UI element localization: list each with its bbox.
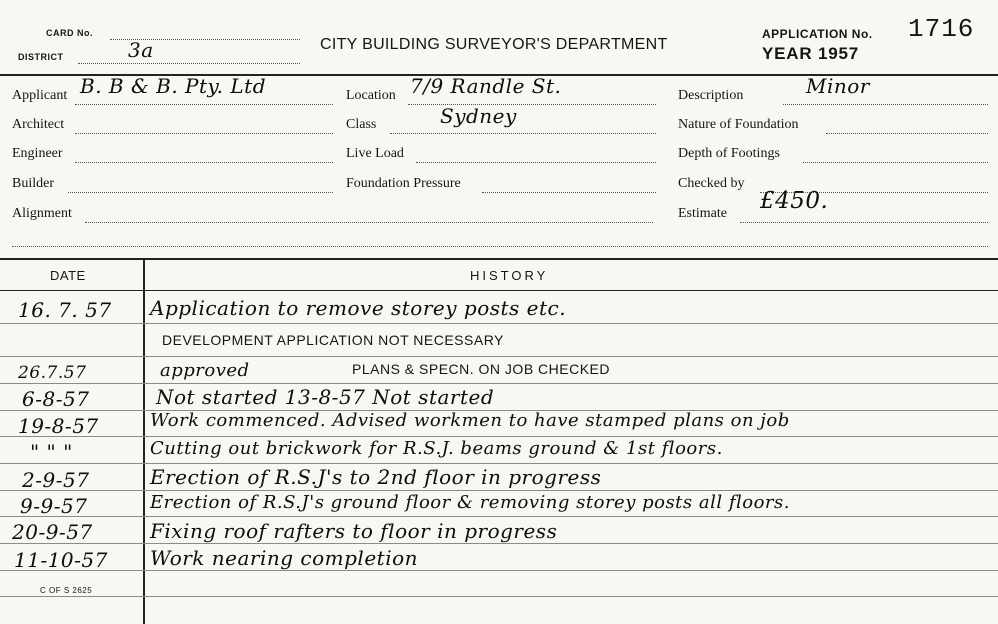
rule-line <box>0 490 998 491</box>
row-entry: Erection of R.S.J's ground floor & removing storey posts all floors. <box>150 492 790 513</box>
row-date: 2-9-57 <box>22 468 90 492</box>
row-entry: Application to remove storey posts etc. <box>150 296 567 320</box>
rule-line <box>0 356 998 357</box>
rule-line <box>0 516 998 517</box>
builder-label: Builder <box>12 176 54 191</box>
architect-line <box>75 133 333 134</box>
live-load-line <box>416 162 656 163</box>
application-no-value: 1716 <box>908 14 975 44</box>
row-entry: Not started 13-8-57 Not started <box>156 385 495 409</box>
depth-of-footings-line <box>803 162 988 163</box>
row-date: 20-9-57 <box>12 520 93 544</box>
depth-of-footings-label: Depth of Footings <box>678 146 780 161</box>
description-line <box>783 104 988 105</box>
rule-line <box>0 323 998 324</box>
class-label: Class <box>346 117 377 132</box>
department-title: CITY BUILDING SURVEYOR'S DEPARTMENT <box>320 36 668 53</box>
row-entry: Work nearing completion <box>150 546 419 570</box>
rule-line <box>0 570 998 571</box>
row-date: 6-8-57 <box>22 387 90 411</box>
row-entry: Fixing roof rafters to floor in progress <box>150 519 558 543</box>
estimate-label: Estimate <box>678 206 727 221</box>
architect-label: Architect <box>12 117 65 132</box>
row-date: 16. 7. 57 <box>18 298 112 322</box>
applicant-label: Applicant <box>12 88 68 103</box>
engineer-label: Engineer <box>12 146 63 161</box>
row-date: 19-8-57 <box>18 414 99 438</box>
rule-line <box>0 436 998 437</box>
history-header: HISTORY <box>470 268 549 283</box>
estimate-value: £450. <box>760 188 829 214</box>
class-line <box>390 133 656 134</box>
location-label: Location <box>346 88 396 103</box>
row-entry: Work commenced. Advised workmen to have stamped plans on job <box>150 410 790 431</box>
rule-line <box>0 383 998 384</box>
class-value: Sydney <box>440 104 517 128</box>
description-value: Minor <box>806 74 870 98</box>
applicant-line <box>75 104 333 105</box>
card-no-label: CARD No. <box>46 28 93 38</box>
plans-checked-stamp: PLANS & SPECN. ON JOB CHECKED <box>352 361 611 377</box>
engineer-line <box>75 162 333 163</box>
foundation-pressure-line <box>482 192 656 193</box>
date-header: DATE <box>50 268 86 283</box>
row-date: " " " <box>30 440 73 464</box>
foundation-pressure-label: Foundation Pressure <box>346 176 461 191</box>
district-label: DISTRICT <box>18 52 64 62</box>
district-value: 3a <box>128 38 154 62</box>
rule-line <box>0 463 998 464</box>
form-code: C OF S 2625 <box>40 586 93 595</box>
application-no-label: APPLICATION No. <box>762 27 873 41</box>
row-entry: approved <box>160 360 250 381</box>
district-line <box>78 63 300 64</box>
location-value: 7/9 Randle St. <box>410 74 562 98</box>
table-top-rule <box>0 258 998 260</box>
year-label: YEAR 1957 <box>762 44 859 63</box>
rule-line <box>0 543 998 544</box>
nature-of-foundation-line <box>826 133 988 134</box>
row-entry: Erection of R.S.J's to 2nd floor in progress <box>150 465 602 489</box>
row-date: 9-9-57 <box>20 494 88 518</box>
row-date: 26.7.57 <box>18 363 87 383</box>
description-label: Description <box>678 88 744 103</box>
row-date: 11-10-57 <box>14 548 108 572</box>
nature-of-foundation-label: Nature of Foundation <box>678 117 799 132</box>
alignment-line <box>85 222 653 223</box>
rule-line <box>0 596 998 597</box>
development-stamp: DEVELOPMENT APPLICATION NOT NECESSARY <box>162 332 504 348</box>
checked-by-label: Checked by <box>678 176 745 191</box>
header-row-rule <box>0 290 998 291</box>
row-entry: Cutting out brickwork for R.S.J. beams ground & 1st floors. <box>150 438 723 459</box>
blank-line <box>12 246 988 247</box>
live-load-label: Live Load <box>346 146 404 161</box>
applicant-value: B. B & B. Pty. Ltd <box>80 74 267 98</box>
builder-line <box>68 192 333 193</box>
estimate-line <box>740 222 988 223</box>
alignment-label: Alignment <box>12 206 72 221</box>
